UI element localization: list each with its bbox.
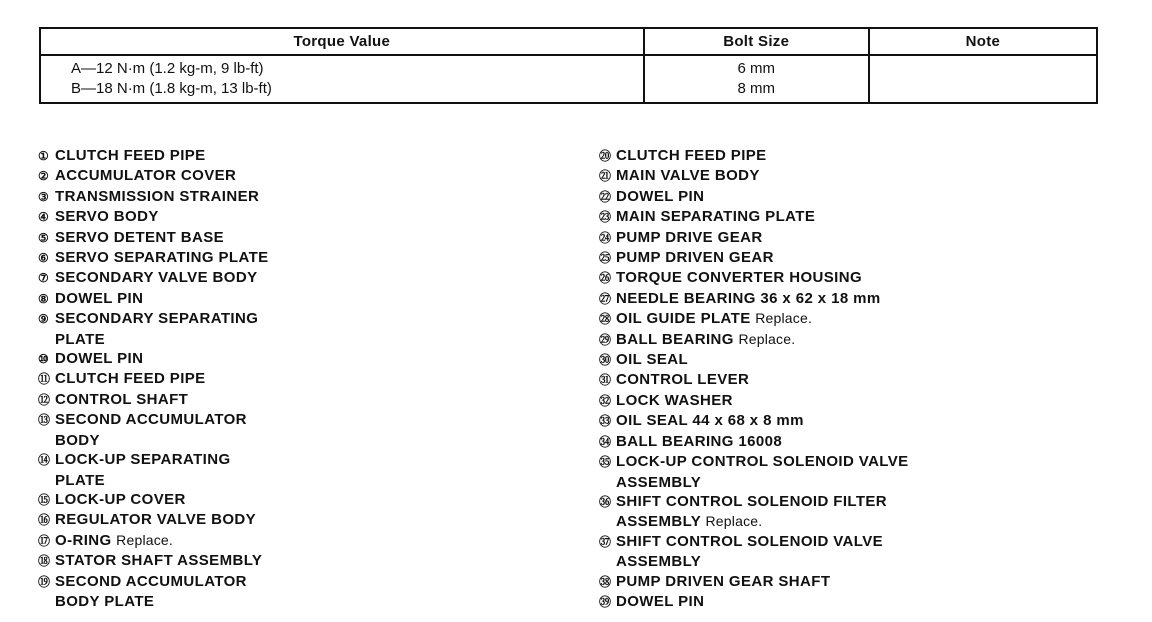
part-name-continued-text: ASSEMBLY [616,473,702,491]
part-name: MAIN VALVE BODY [616,167,760,185]
part-number: ⑨ [38,312,50,327]
part-number: ㉖ [599,271,612,286]
parts-list-item [599,289,1119,309]
part-number: ㉗ [599,291,612,306]
torque-value-cell [40,55,644,103]
part-name-continued [38,471,558,490]
part-name-continued [38,592,558,611]
part-name-continued [599,473,1119,492]
parts-list-right [599,146,1119,612]
parts-list-item [38,146,558,166]
parts-list-item [599,532,1119,572]
part-number: ㉑ [599,169,612,184]
part-line [599,188,704,205]
part-number: ㉒ [599,189,612,204]
torque-table-row [40,55,1097,103]
torque-value-b: B—18 N·m (1.8 kg-m, 13 lb-ft) [71,80,272,97]
parts-list-item [599,492,1119,532]
part-number: ⑲ [38,574,51,589]
part-name-continued-text: BODY [55,431,100,449]
part-line [599,573,830,590]
note-cell [869,55,1097,103]
part-name: TRANSMISSION STRAINER [55,187,260,205]
part-line [38,188,259,205]
part-name-continued-text: PLATE [55,471,106,489]
part-number: ⑤ [38,230,50,245]
parts-list-item [38,510,558,530]
part-number: ㊳ [599,574,612,589]
part-name: PUMP DRIVEN GEAR [616,249,774,267]
part-line [38,208,159,225]
part-name-continued [38,330,558,349]
part-line [599,290,881,307]
part-name: NEEDLE BEARING 36 x 62 x 18 mm [616,289,881,307]
part-name: SHIFT CONTROL SOLENOID VALVE [616,532,884,550]
part-name: PUMP DRIVEN GEAR SHAFT [616,572,831,590]
part-line [38,573,247,590]
parts-list-item [38,410,558,450]
header-note: Note [869,28,1097,55]
part-number: ⑮ [38,492,51,507]
part-line [599,229,763,246]
part-name-continued-text: ASSEMBLY [616,513,701,531]
part-number: ㉙ [599,332,612,347]
part-number: ㉜ [599,393,612,408]
parts-list-item [38,166,558,186]
part-line [38,511,256,528]
parts-list-item [599,370,1119,390]
part-line [38,350,143,367]
part-name-continued-text: PLATE [55,330,106,348]
part-number: ⑬ [38,413,51,428]
part-number: ⑥ [38,251,50,266]
parts-list-item [599,207,1119,227]
part-note: Replace. [755,310,813,327]
part-number: ㊱ [599,494,612,509]
part-line [599,167,760,184]
part-line [599,249,774,266]
parts-list-item [38,289,558,309]
torque-table [39,27,1098,104]
parts-list-item [38,309,558,349]
part-name: CLUTCH FEED PIPE [55,147,206,164]
part-line [38,167,236,184]
part-number: ⑪ [38,372,51,387]
part-number: ㊲ [599,534,612,549]
part-name: CLUTCH FEED PIPE [616,147,767,164]
part-number: ㊴ [599,594,612,609]
part-name-continued [599,552,1119,571]
parts-list-item [38,268,558,288]
part-number: ④ [38,210,50,225]
part-name: SERVO BODY [55,208,159,226]
parts-list-item [599,146,1119,166]
part-line [38,391,188,408]
parts-list-item [38,450,558,490]
part-note: Replace. [705,513,763,530]
part-name: DOWEL PIN [616,592,705,610]
part-line [599,593,704,610]
parts-list-item [599,432,1119,452]
part-number: ⑦ [38,271,50,286]
part-line [38,290,143,307]
part-name: LOCK WASHER [616,391,733,409]
part-line [38,147,206,164]
bolt-size-b: 8 mm [737,80,775,97]
parts-list-item [38,369,558,389]
part-name: OIL GUIDE PLATE [616,310,751,328]
part-number: ㉕ [599,251,612,266]
part-name: CLUTCH FEED PIPE [55,370,206,388]
header-torque-value: Torque Value [40,28,644,55]
parts-list-item [599,572,1119,592]
parts-list-item [599,268,1119,288]
part-name: ACCUMULATOR COVER [55,167,237,185]
part-name: LOCK-UP CONTROL SOLENOID VALVE [616,453,909,471]
parts-list-item [38,490,558,510]
part-name: TORQUE CONVERTER HOUSING [616,269,863,287]
part-name: REGULATOR VALVE BODY [55,511,257,529]
parts-list-item [599,452,1119,492]
part-line [38,229,224,246]
part-name: BALL BEARING 16008 [616,432,783,450]
part-line [599,208,815,225]
parts-list-item [599,248,1119,268]
header-bolt-size: Bolt Size [644,28,869,55]
part-line [38,451,231,468]
part-name: CONTROL LEVER [616,371,750,389]
part-name: SECOND ACCUMULATOR [55,411,247,429]
parts-list-item [38,228,558,248]
part-number: ⑫ [38,392,51,407]
bolt-size-cell [644,55,869,103]
part-line [599,331,795,348]
part-number: ㉝ [599,414,612,429]
part-name-continued-text: ASSEMBLY [616,553,702,571]
part-number: ⑳ [599,149,612,163]
part-line [599,392,733,409]
part-number: ⑧ [38,291,50,306]
part-name: SERVO DETENT BASE [55,228,225,246]
part-line [38,491,186,508]
part-name: SECOND ACCUMULATOR [55,572,247,590]
part-name: SERVO SEPARATING PLATE [55,249,269,267]
part-line [599,533,883,550]
part-number: ⑱ [38,554,51,569]
part-name: LOCK-UP SEPARATING [55,451,231,469]
parts-list-item [599,350,1119,370]
parts-list-item [599,228,1119,248]
part-line [38,532,173,549]
part-name: MAIN SEPARATING PLATE [616,208,816,226]
parts-list-item [599,330,1119,350]
part-number: ㉓ [599,210,612,225]
part-name: LOCK-UP COVER [55,490,186,508]
part-number: ㉟ [599,455,612,470]
parts-list-item [599,411,1119,431]
parts-list-item [38,390,558,410]
part-name: PUMP DRIVE GEAR [616,228,763,246]
parts-list-item [599,309,1119,329]
part-line [38,310,258,327]
part-line [599,351,688,368]
parts-list-item [38,572,558,612]
part-name-continued [38,431,558,450]
part-number: ⑩ [38,352,50,367]
part-name: OIL SEAL 44 x 68 x 8 mm [616,412,804,430]
part-line [599,433,782,450]
torque-value-a: A—12 N·m (1.2 kg-m, 9 lb-ft) [71,60,264,77]
parts-list-item [38,187,558,207]
bolt-size-a: 6 mm [737,60,775,77]
parts-list-item [599,166,1119,186]
part-line [599,412,804,429]
parts-list-item [38,349,558,369]
part-name-continued-text: BODY PLATE [55,592,155,610]
parts-list-item [38,248,558,268]
parts-list-item [38,551,558,571]
part-name: CONTROL SHAFT [55,390,189,408]
part-name: SHIFT CONTROL SOLENOID FILTER [616,492,888,510]
part-number: ⑯ [38,513,51,528]
parts-list-item [38,531,558,551]
part-number: ③ [38,189,50,204]
part-line [599,269,862,286]
part-line [38,269,257,286]
parts-list-left [38,146,558,611]
part-name: DOWEL PIN [55,289,144,307]
part-line [599,371,749,388]
part-name: BALL BEARING [616,330,734,348]
part-note: Replace. [738,330,796,347]
part-name: O-RING [55,531,112,549]
part-name: STATOR SHAFT ASSEMBLY [55,552,263,570]
part-number: ㉚ [599,353,612,368]
part-line [599,147,767,164]
part-line [599,310,812,327]
part-number: ㉞ [599,434,612,449]
parts-list-item [599,592,1119,612]
part-number: ① [38,149,50,163]
part-name: SECONDARY VALVE BODY [55,269,258,287]
torque-table-header-row [40,28,1097,55]
part-name: DOWEL PIN [616,187,705,205]
part-number: ㉔ [599,230,612,245]
part-name: OIL SEAL [616,351,689,369]
part-number: ㉘ [599,312,612,327]
part-line [599,453,909,470]
parts-list-item [599,187,1119,207]
part-number: ⑰ [38,533,51,548]
part-line [38,370,206,387]
part-number: ㉛ [599,373,612,388]
part-number: ⑭ [38,453,51,468]
part-line [38,249,269,266]
part-note: Replace. [116,531,174,548]
part-line [599,493,887,510]
parts-list-item [599,391,1119,411]
part-name-continued [599,512,1119,531]
part-number: ② [38,169,50,184]
part-name: SECONDARY SEPARATING [55,310,259,328]
parts-list-item [38,207,558,227]
part-line [38,411,247,428]
part-line [38,552,262,569]
part-name: DOWEL PIN [55,350,144,368]
